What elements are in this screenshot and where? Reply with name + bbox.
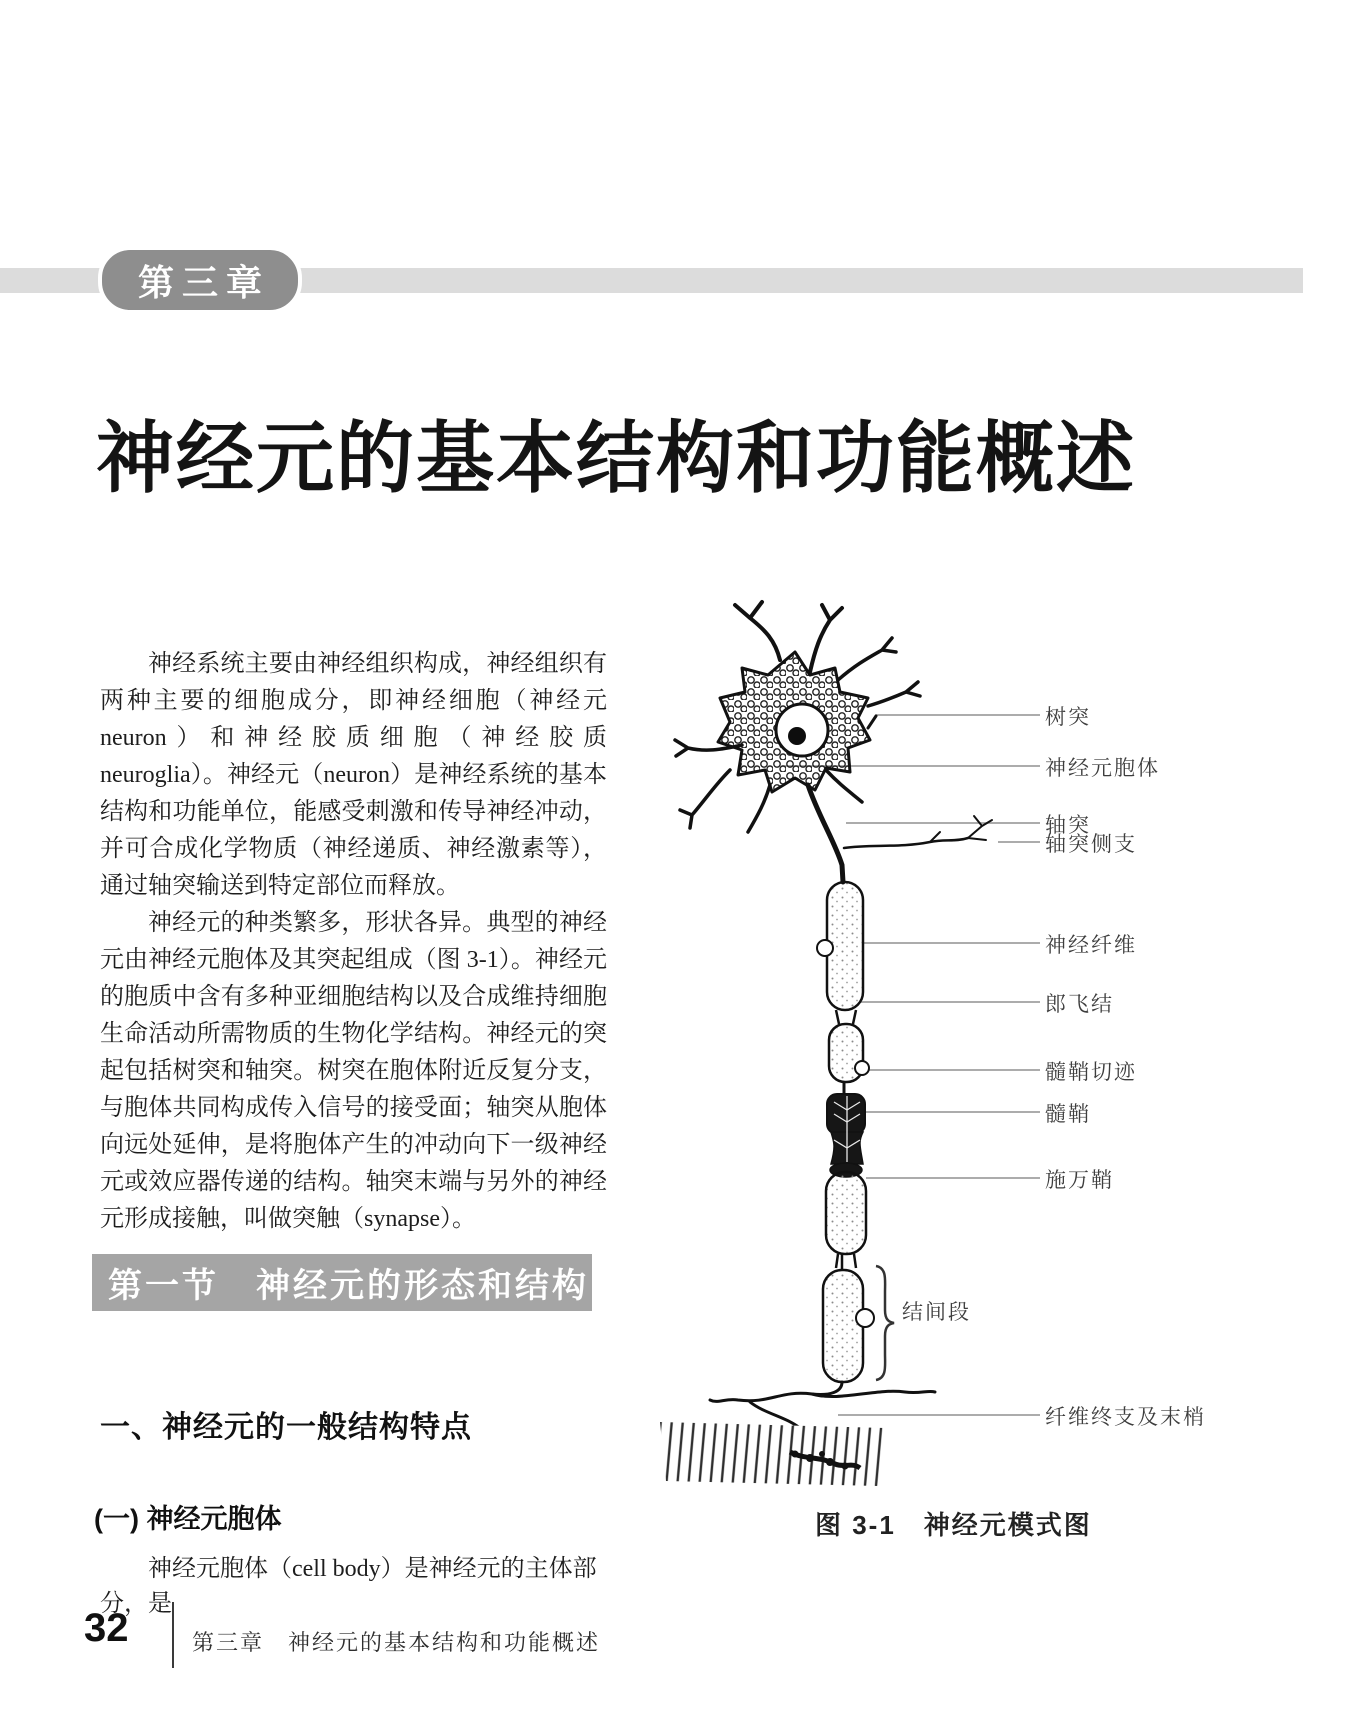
label-dendrite: 树突 bbox=[1045, 706, 1091, 729]
page-title: 神经元的基本结构和功能概述 bbox=[96, 414, 1137, 503]
nerve-fiber bbox=[817, 882, 874, 1382]
axon bbox=[808, 785, 992, 882]
intro-paragraph-1: 神经系统主要由神经组织构成，神经组织有两种主要的细胞成分，即神经细胞（神经元 neuron）和神经胶质细胞（神经胶质 neuroglia）。神经元（neuron）是神经系统的基本结构和功能单位，能感受刺激和传导神经冲动，并可合成化学物质（神经递质、神经激素等），通过轴突输送到特定部位而释放。 bbox=[100, 651, 607, 899]
subsection-heading: 一、神经元的一般结构特点 bbox=[100, 1411, 472, 1444]
footer-divider bbox=[172, 1602, 174, 1668]
label-internode: 结间段 bbox=[902, 1301, 971, 1324]
section-heading: 第一节 神经元的形态和结构 bbox=[92, 1254, 592, 1311]
label-schwann-sheath: 施万鞘 bbox=[1045, 1169, 1114, 1192]
label-myelin-incisure: 髓鞘切迹 bbox=[1045, 1061, 1137, 1084]
neuron-diagram bbox=[630, 580, 1250, 1540]
label-soma: 神经元胞体 bbox=[1045, 757, 1160, 780]
page-number: 32 bbox=[84, 1606, 129, 1650]
label-terminal-branches: 纤维终支及末梢 bbox=[1045, 1406, 1206, 1429]
soma bbox=[675, 602, 920, 832]
chapter-badge: 第三章 bbox=[98, 246, 302, 314]
label-myelin-sheath: 髓鞘 bbox=[1045, 1103, 1091, 1126]
footer-chapter-text: 第三章 神经元的基本结构和功能概述 bbox=[192, 1630, 601, 1655]
label-nerve-fiber: 神经纤维 bbox=[1045, 934, 1137, 957]
intro-text bbox=[100, 646, 607, 1238]
figure-3-1 bbox=[630, 580, 1250, 1540]
figure-caption: 图 3-1 神经元模式图 bbox=[815, 1510, 1092, 1540]
label-axon: 轴突 bbox=[1045, 814, 1091, 837]
subsubsection-heading: (一) 神经元胞体 bbox=[94, 1504, 282, 1534]
muscle-fiber bbox=[660, 1422, 885, 1486]
label-node-of-ranvier: 郎飞结 bbox=[1045, 993, 1114, 1016]
body-first-line: 神经元胞体（cell body）是神经元的主体部分，是 bbox=[100, 1556, 597, 1617]
intro-paragraph-2: 神经元的种类繁多，形状各异。典型的神经元由神经元胞体及其突起组成（图 3-1）。神经元的胞质中含有多种亚细胞结构以及合成维持细胞生命活动所需物质的生物化学结构。神经元的突起包括树突和轴突。树突在胞体附近反复分支，与胞体共同构成传入信号的接受面；轴突从胞体向远处延伸，是将胞体产生的冲动向下一级神经元或效应器传递的结构。轴突末端与另外的神经元形成接触，叫做突触（synapse）。 bbox=[100, 910, 607, 1232]
label-axon-collateral: 轴突侧支 bbox=[1045, 833, 1137, 856]
internode-brace bbox=[876, 1266, 894, 1380]
